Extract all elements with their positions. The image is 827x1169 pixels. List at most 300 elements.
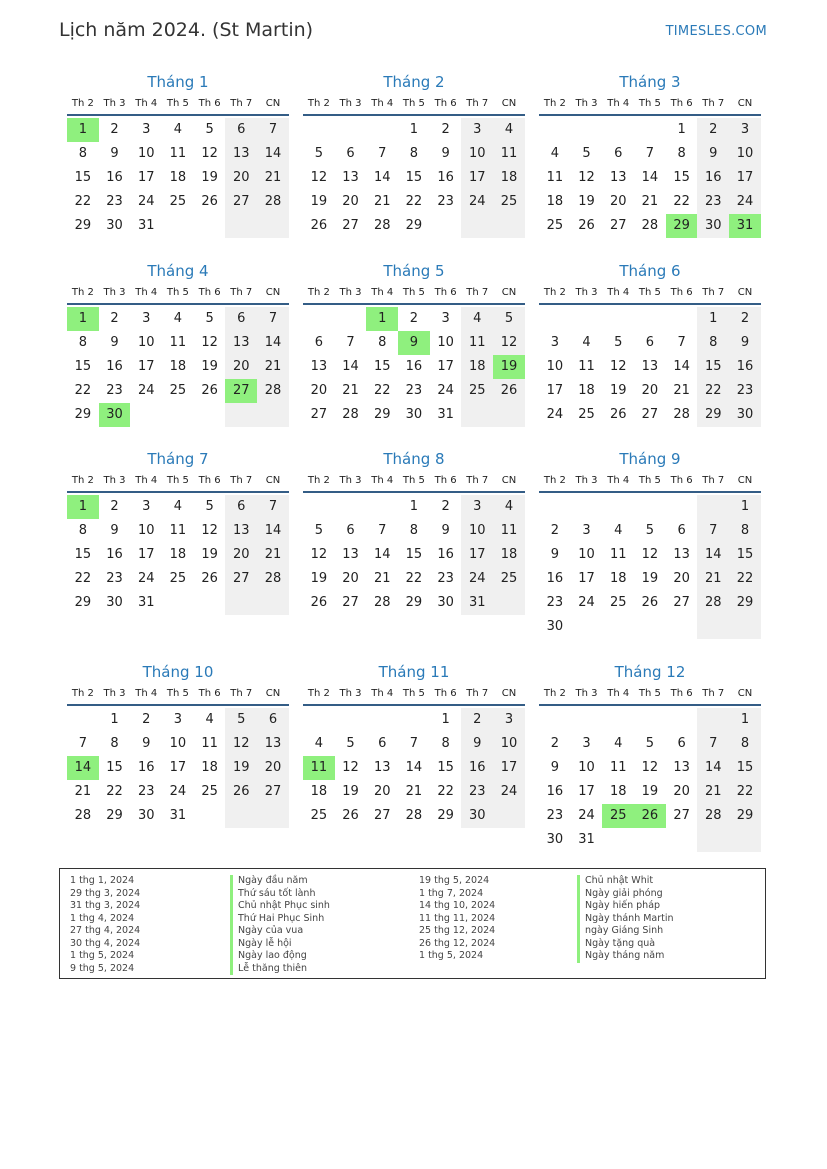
empty-day-cell (666, 495, 698, 519)
day-cell: 12 (342, 760, 359, 775)
weekday-label: Th 4 (607, 475, 630, 486)
holiday-legend (59, 868, 766, 979)
day-cell: 22 (697, 379, 729, 403)
day-cell: 3 (461, 495, 493, 519)
day-grid (539, 706, 761, 852)
day-cell: 3 (173, 712, 183, 727)
day-cell: 9 (441, 146, 450, 161)
weekday-header (67, 94, 289, 116)
empty-day-cell (162, 591, 194, 615)
day-cell: 7 (378, 523, 387, 538)
day-cell: 6 (314, 335, 323, 350)
day-cell: 20 (225, 543, 257, 567)
day-cell: 5 (205, 499, 214, 514)
day-cell: 24 (493, 780, 525, 804)
holiday-day-cell: 11 (303, 756, 335, 780)
day-cell: 30 (546, 619, 564, 634)
day-cell: 26 (201, 383, 218, 398)
day-cell: 21 (673, 383, 690, 398)
day-cell: 11 (169, 523, 187, 538)
day-cell: 12 (609, 359, 627, 374)
day-cell: 22 (74, 194, 92, 209)
day-cell: 5 (225, 708, 257, 732)
day-cell: 1 (441, 712, 450, 727)
empty-day-cell (493, 591, 525, 615)
weekday-label: Th 7 (466, 688, 489, 699)
legend-holiday-name: Ngày tháng năm (577, 950, 674, 963)
day-cell: 21 (342, 383, 359, 398)
empty-day-cell (602, 307, 634, 331)
weekday-label: Th 4 (371, 475, 394, 486)
day-cell: 15 (697, 355, 729, 379)
day-cell: 2 (697, 118, 729, 142)
day-cell: 25 (609, 595, 627, 610)
day-cell: 20 (257, 756, 289, 780)
legend-holiday-name: Ngày lễ hội (230, 938, 330, 951)
day-cell: 21 (697, 567, 729, 591)
day-cell: 9 (142, 736, 151, 751)
day-cell: 29 (106, 808, 123, 823)
day-cell: 1 (409, 122, 419, 137)
weekday-label: Th 5 (638, 688, 661, 699)
weekday-label: Th 2 (71, 98, 94, 109)
day-cell: 6 (257, 708, 289, 732)
empty-day-cell (194, 403, 226, 427)
weekday-label: Th 2 (71, 287, 94, 298)
weekday-label: CN (265, 688, 281, 699)
day-cell: 19 (641, 571, 659, 586)
legend-holiday-name: Chủ nhật Phục sinh (230, 900, 330, 913)
day-cell: 14 (697, 756, 729, 780)
legend-date: 19 thg 5, 2024 (419, 875, 490, 886)
day-cell: 19 (342, 784, 359, 799)
day-cell: 21 (373, 571, 391, 586)
legend-names-col-2 (577, 875, 674, 963)
day-grid (303, 706, 525, 828)
legend-date: 25 thg 12, 2024 (419, 925, 496, 936)
empty-day-cell (539, 307, 571, 331)
day-cell: 12 (641, 760, 659, 775)
day-cell: 1 (110, 712, 119, 727)
day-cell: 1 (697, 307, 729, 331)
day-cell: 27 (609, 218, 627, 233)
empty-day-cell (602, 615, 634, 639)
day-cell: 16 (437, 547, 454, 562)
month-title: Tháng 4 (147, 262, 209, 280)
day-cell: 24 (437, 383, 454, 398)
day-cell: 10 (461, 519, 493, 543)
weekday-label: Th 5 (402, 287, 425, 298)
day-cell: 10 (437, 335, 454, 350)
day-cell: 2 (550, 523, 559, 538)
day-cell: 27 (673, 808, 690, 823)
weekday-label: Th 4 (607, 287, 630, 298)
empty-day-cell (257, 403, 289, 427)
empty-day-cell (634, 828, 666, 852)
empty-day-cell (729, 615, 761, 639)
brand-link[interactable]: TIMESLES.COM (665, 24, 767, 39)
weekday-label: Th 3 (575, 688, 598, 699)
weekday-label: Th 5 (166, 688, 189, 699)
day-cell: 15 (373, 359, 391, 374)
day-cell: 5 (645, 523, 655, 538)
day-cell: 13 (673, 760, 690, 775)
day-cell: 17 (546, 383, 564, 398)
day-cell: 28 (74, 808, 92, 823)
legend-date: 11 thg 11, 2024 (419, 912, 496, 924)
day-cell: 5 (645, 736, 655, 751)
day-cell: 10 (137, 146, 155, 161)
day-cell: 4 (614, 523, 623, 538)
empty-day-cell (366, 118, 398, 142)
legend-holiday-name: ngày Giáng Sinh (577, 925, 674, 938)
day-cell: 1 (729, 495, 761, 519)
day-cell: 20 (225, 166, 257, 190)
day-cell: 8 (409, 146, 419, 161)
day-cell: 22 (729, 567, 761, 591)
legend-holiday-name: Ngày lao động (230, 950, 330, 963)
day-cell: 7 (697, 732, 729, 756)
weekday-label: Th 7 (466, 287, 489, 298)
holiday-day-cell: 14 (67, 756, 99, 780)
day-cell: 6 (225, 118, 257, 142)
day-cell: 15 (405, 170, 423, 185)
day-cell: 18 (310, 784, 328, 799)
empty-day-cell (335, 495, 367, 519)
day-cell: 19 (201, 170, 218, 185)
day-cell: 6 (677, 736, 686, 751)
legend-date: 14 thg 10, 2024 (419, 900, 496, 911)
legend-holiday-name: Chủ nhật Whit (577, 875, 674, 888)
day-cell: 18 (546, 194, 564, 209)
day-cell: 30 (697, 214, 729, 238)
day-grid (539, 305, 761, 427)
legend-dates-col-2 (419, 875, 495, 963)
day-cell: 14 (673, 359, 690, 374)
weekday-header (539, 94, 761, 116)
weekday-label: Th 5 (402, 475, 425, 486)
empty-day-cell (335, 708, 367, 732)
day-cell: 14 (257, 519, 289, 543)
day-cell: 19 (310, 571, 328, 586)
day-cell: 26 (310, 218, 328, 233)
empty-day-cell (634, 615, 666, 639)
day-cell: 7 (645, 146, 655, 161)
day-cell: 24 (137, 383, 155, 398)
weekday-label: Th 4 (135, 688, 158, 699)
holiday-day-cell: 30 (99, 403, 131, 427)
empty-day-cell (257, 804, 289, 828)
weekday-label: Th 3 (575, 98, 598, 109)
day-cell: 15 (729, 543, 761, 567)
day-cell: 17 (461, 166, 493, 190)
day-cell: 3 (142, 122, 151, 137)
day-cell: 7 (346, 335, 355, 350)
day-cell: 9 (697, 142, 729, 166)
legend-date: 9 thg 5, 2024 (70, 962, 135, 974)
day-cell: 11 (461, 331, 493, 355)
empty-day-cell (539, 708, 571, 732)
weekday-label: Th 4 (135, 287, 158, 298)
day-cell: 6 (225, 495, 257, 519)
day-cell: 5 (614, 335, 623, 350)
day-cell: 25 (169, 571, 187, 586)
weekday-label: Th 7 (702, 475, 725, 486)
empty-day-cell (335, 118, 367, 142)
weekday-label: Th 5 (166, 98, 189, 109)
month-calendar (539, 447, 761, 639)
holiday-day-cell: 1 (67, 118, 99, 142)
legend-date: 27 thg 4, 2024 (70, 925, 141, 936)
day-cell: 11 (609, 760, 627, 775)
weekday-label: Th 6 (198, 475, 221, 486)
weekday-label: Th 4 (607, 688, 630, 699)
empty-day-cell (634, 118, 666, 142)
day-cell: 9 (729, 331, 761, 355)
day-cell: 6 (346, 146, 355, 161)
day-cell: 24 (578, 595, 595, 610)
day-cell: 25 (201, 784, 218, 799)
month-calendar (303, 259, 525, 427)
day-cell: 3 (729, 118, 761, 142)
holiday-day-cell: 26 (634, 804, 666, 828)
empty-day-cell (303, 307, 335, 331)
weekday-label: CN (265, 98, 281, 109)
weekday-header (539, 684, 761, 706)
day-cell: 31 (137, 595, 155, 610)
weekday-label: CN (737, 287, 753, 298)
day-cell: 16 (106, 547, 123, 562)
day-cell: 23 (546, 595, 564, 610)
day-cell: 11 (169, 146, 187, 161)
day-cell: 21 (373, 194, 391, 209)
weekday-label: Th 2 (543, 475, 566, 486)
weekday-label: Th 3 (339, 287, 362, 298)
day-cell: 18 (609, 784, 627, 799)
empty-day-cell (602, 495, 634, 519)
day-cell: 5 (493, 307, 525, 331)
day-cell: 24 (461, 567, 493, 591)
month-title: Tháng 5 (383, 262, 445, 280)
day-cell: 26 (225, 780, 257, 804)
day-cell: 18 (169, 359, 187, 374)
day-cell: 4 (493, 118, 525, 142)
day-cell: 17 (461, 543, 493, 567)
day-cell: 7 (697, 519, 729, 543)
month-title: Tháng 10 (142, 663, 214, 681)
day-cell: 9 (110, 146, 119, 161)
day-cell: 13 (673, 547, 690, 562)
day-cell: 3 (582, 736, 591, 751)
weekday-label: Th 4 (135, 98, 158, 109)
day-cell: 8 (409, 523, 419, 538)
day-cell: 17 (169, 760, 187, 775)
day-cell: 29 (74, 407, 92, 422)
weekday-label: Th 5 (638, 475, 661, 486)
holiday-day-cell: 25 (602, 804, 634, 828)
day-cell: 3 (441, 311, 450, 326)
weekday-label: Th 5 (166, 287, 189, 298)
day-cell: 14 (697, 543, 729, 567)
weekday-label: Th 3 (103, 475, 126, 486)
day-cell: 12 (578, 170, 595, 185)
empty-day-cell (571, 118, 603, 142)
weekday-label: Th 2 (71, 475, 94, 486)
day-cell: 9 (550, 547, 559, 562)
empty-day-cell (539, 495, 571, 519)
day-cell: 6 (378, 736, 387, 751)
day-cell: 21 (697, 780, 729, 804)
day-cell: 4 (205, 712, 214, 727)
day-cell: 29 (74, 218, 92, 233)
day-cell: 10 (137, 335, 155, 350)
weekday-label: Th 6 (198, 688, 221, 699)
empty-day-cell (697, 495, 729, 519)
day-cell: 2 (110, 311, 119, 326)
weekday-label: Th 7 (230, 98, 253, 109)
day-cell: 2 (461, 708, 493, 732)
weekday-label: CN (501, 475, 517, 486)
day-cell: 28 (373, 595, 391, 610)
weekday-label: CN (265, 475, 281, 486)
holiday-day-cell: 1 (366, 307, 398, 331)
day-cell: 12 (225, 732, 257, 756)
day-cell: 2 (441, 122, 450, 137)
day-grid (303, 305, 525, 427)
day-cell: 8 (378, 335, 387, 350)
month-calendar (67, 70, 289, 238)
day-cell: 16 (546, 571, 564, 586)
day-cell: 3 (550, 335, 559, 350)
weekday-label: Th 2 (71, 688, 94, 699)
weekday-label: Th 4 (371, 688, 394, 699)
day-cell: 27 (342, 595, 359, 610)
day-cell: 22 (405, 194, 423, 209)
page-title: Lịch năm 2024. (St Martin) (59, 19, 314, 41)
day-cell: 26 (578, 218, 595, 233)
day-cell: 13 (609, 170, 627, 185)
day-cell: 28 (342, 407, 359, 422)
day-cell: 20 (609, 194, 627, 209)
day-cell: 23 (137, 784, 155, 799)
weekday-label: Th 2 (307, 475, 330, 486)
day-cell: 4 (314, 736, 323, 751)
day-cell: 9 (110, 335, 119, 350)
day-cell: 12 (310, 547, 328, 562)
day-cell: 24 (729, 190, 761, 214)
day-cell: 7 (378, 146, 387, 161)
weekday-label: Th 3 (575, 475, 598, 486)
day-cell: 11 (609, 547, 627, 562)
day-cell: 30 (461, 804, 493, 828)
weekday-label: Th 7 (466, 98, 489, 109)
day-cell: 31 (137, 218, 155, 233)
day-cell: 26 (201, 194, 218, 209)
day-cell: 29 (405, 218, 423, 233)
day-cell: 30 (729, 403, 761, 427)
weekday-label: CN (501, 688, 517, 699)
day-grid (67, 493, 289, 615)
legend-date: 31 thg 3, 2024 (70, 900, 141, 911)
day-cell: 10 (493, 732, 525, 756)
weekday-label: Th 7 (702, 98, 725, 109)
day-cell: 21 (405, 784, 423, 799)
weekday-label: CN (737, 98, 753, 109)
day-cell: 20 (310, 383, 328, 398)
day-cell: 10 (137, 523, 155, 538)
month-calendar (303, 447, 525, 615)
day-cell: 25 (310, 808, 328, 823)
day-cell: 17 (493, 756, 525, 780)
day-cell: 26 (342, 808, 359, 823)
weekday-label: Th 2 (543, 287, 566, 298)
day-cell: 5 (314, 146, 323, 161)
weekday-label: Th 7 (466, 475, 489, 486)
day-grid (67, 116, 289, 238)
day-cell: 8 (78, 146, 87, 161)
weekday-label: Th 4 (607, 98, 630, 109)
empty-day-cell (303, 708, 335, 732)
empty-day-cell (398, 708, 430, 732)
weekday-label: Th 6 (198, 98, 221, 109)
day-cell: 31 (461, 591, 493, 615)
day-cell: 6 (346, 523, 355, 538)
day-cell: 14 (405, 760, 423, 775)
weekday-label: Th 6 (434, 475, 457, 486)
weekday-label: Th 6 (670, 287, 693, 298)
day-cell: 10 (169, 736, 187, 751)
day-cell: 12 (201, 523, 218, 538)
month-title: Tháng 9 (619, 450, 681, 468)
day-cell: 29 (729, 804, 761, 828)
holiday-day-cell: 31 (729, 214, 761, 238)
day-cell: 8 (697, 331, 729, 355)
day-cell: 18 (578, 383, 595, 398)
day-cell: 20 (342, 571, 359, 586)
empty-day-cell (697, 828, 729, 852)
month-title: Tháng 1 (147, 73, 209, 91)
day-cell: 4 (461, 307, 493, 331)
day-cell: 1 (409, 499, 419, 514)
month-title: Tháng 7 (147, 450, 209, 468)
day-cell: 16 (546, 784, 564, 799)
day-cell: 15 (74, 547, 92, 562)
day-cell: 24 (461, 190, 493, 214)
legend-holiday-name: Lễ thăng thiên (230, 963, 330, 976)
day-cell: 22 (106, 784, 123, 799)
weekday-header (303, 684, 525, 706)
day-cell: 20 (342, 194, 359, 209)
day-cell: 3 (493, 708, 525, 732)
day-cell: 16 (137, 760, 155, 775)
day-cell: 5 (205, 311, 214, 326)
day-cell: 23 (106, 194, 123, 209)
weekday-header (303, 471, 525, 493)
day-cell: 22 (437, 784, 454, 799)
weekday-label: Th 7 (230, 475, 253, 486)
day-grid (539, 116, 761, 238)
month-calendar (67, 660, 289, 828)
day-cell: 17 (729, 166, 761, 190)
legend-holiday-name: Ngày hiến pháp (577, 900, 674, 913)
day-cell: 7 (677, 335, 686, 350)
day-cell: 19 (641, 784, 659, 799)
day-cell: 14 (257, 331, 289, 355)
day-cell: 27 (310, 407, 328, 422)
day-cell: 30 (106, 218, 123, 233)
day-cell: 4 (173, 311, 183, 326)
day-grid (539, 493, 761, 639)
